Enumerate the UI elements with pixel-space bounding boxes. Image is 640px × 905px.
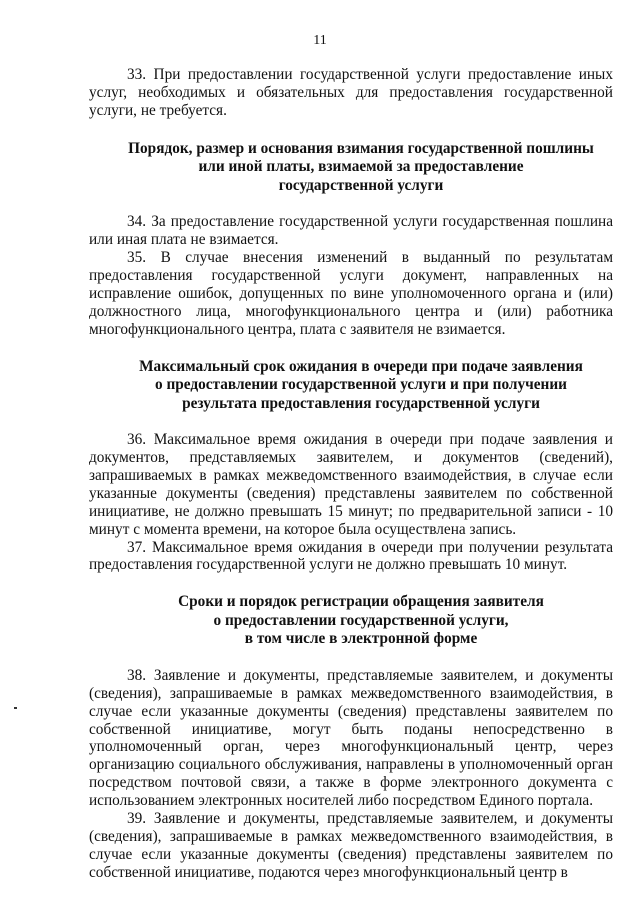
heading-registration [89, 593, 613, 649]
heading-fee-line1: Порядок, размер и основания взимания государственной пошлины [128, 139, 594, 157]
document-body [89, 66, 613, 882]
paragraph-35: 35. В случае внесения изменений в выданный по результатам предоставления государственной услуги документ, направленных на исправление ошибок, допущенных по вине уполномоченного органа и (или) должностного лица, многофункционального центра и (или) работника многофункционального центра, плата с заявителя не взимается. [89, 249, 613, 338]
heading-queue [89, 358, 613, 414]
heading-fee-line3: государственной услуги [278, 176, 444, 194]
heading-fee-line2: или иной платы, взимаемой за предоставление [198, 158, 524, 176]
scan-mark [14, 707, 17, 709]
heading-registration-line2: о предоставлении государственной услуги, [213, 611, 509, 629]
page-number: 11 [313, 33, 327, 48]
heading-registration-line3: в том числе в электронной форме [244, 630, 478, 648]
paragraph-36: 36. Максимальное время ожидания в очереди при подаче заявления и документов, представляемых заявителем, и документов (сведений), запрашиваемых в рамках межведомственного взаимодействия, в случае если указанные документы (сведения) представлены заявителем по собственной инициативе, не должно превышать 15 минут; по предварительной записи - 10 минут с момента времени, на которое была осуществлена запись. [89, 431, 613, 538]
paragraph-33: 33. При предоставлении государственной услуги предоставление иных услуг, необходимых и обязательных для предоставления государственной услуги, не требуется. [89, 66, 613, 119]
heading-queue-line2: о предоставлении государственной услуги и при получении [155, 376, 567, 394]
heading-queue-line3: результата предоставления государственной услуги [182, 394, 540, 412]
paragraph-38: 38. Заявление и документы, представляемые заявителем, и документы (сведения), запрашиваемые в рамках межведомственного взаимодействия, в случае если указанные документы (сведения) представлены заявителем по собственной инициативе, могут быть поданы непосредственно в уполномоченный орган, через многофункциональный центр, через организацию социального обслуживания, направлены в уполномоченный орган посредством почтовой связи, а также в форме электронного документа с использованием электронных носителей либо посредством Единого портала. [89, 666, 613, 810]
heading-queue-line1: Максимальный срок ожидания в очереди при подаче заявления [139, 357, 583, 375]
paragraph-37: 37. Максимальное время ожидания в очереди при получении результата предоставления государственной услуги не должно превышать 10 минут. [89, 538, 613, 574]
paragraph-34: 34. За предоставление государственной услуги государственная пошлина или иная плата не взимается. [89, 213, 613, 249]
heading-fee [89, 140, 613, 196]
paragraph-39: 39. Заявление и документы, представляемые заявителем, и документы (сведения), запрашиваемые в рамках межведомственного взаимодействия, в случае если указанные документы (сведения) представлены заявителем по собственной инициативе, подаются через многофункциональный центр в [89, 810, 613, 881]
heading-registration-line1: Сроки и порядок регистрации обращения заявителя [178, 593, 544, 611]
